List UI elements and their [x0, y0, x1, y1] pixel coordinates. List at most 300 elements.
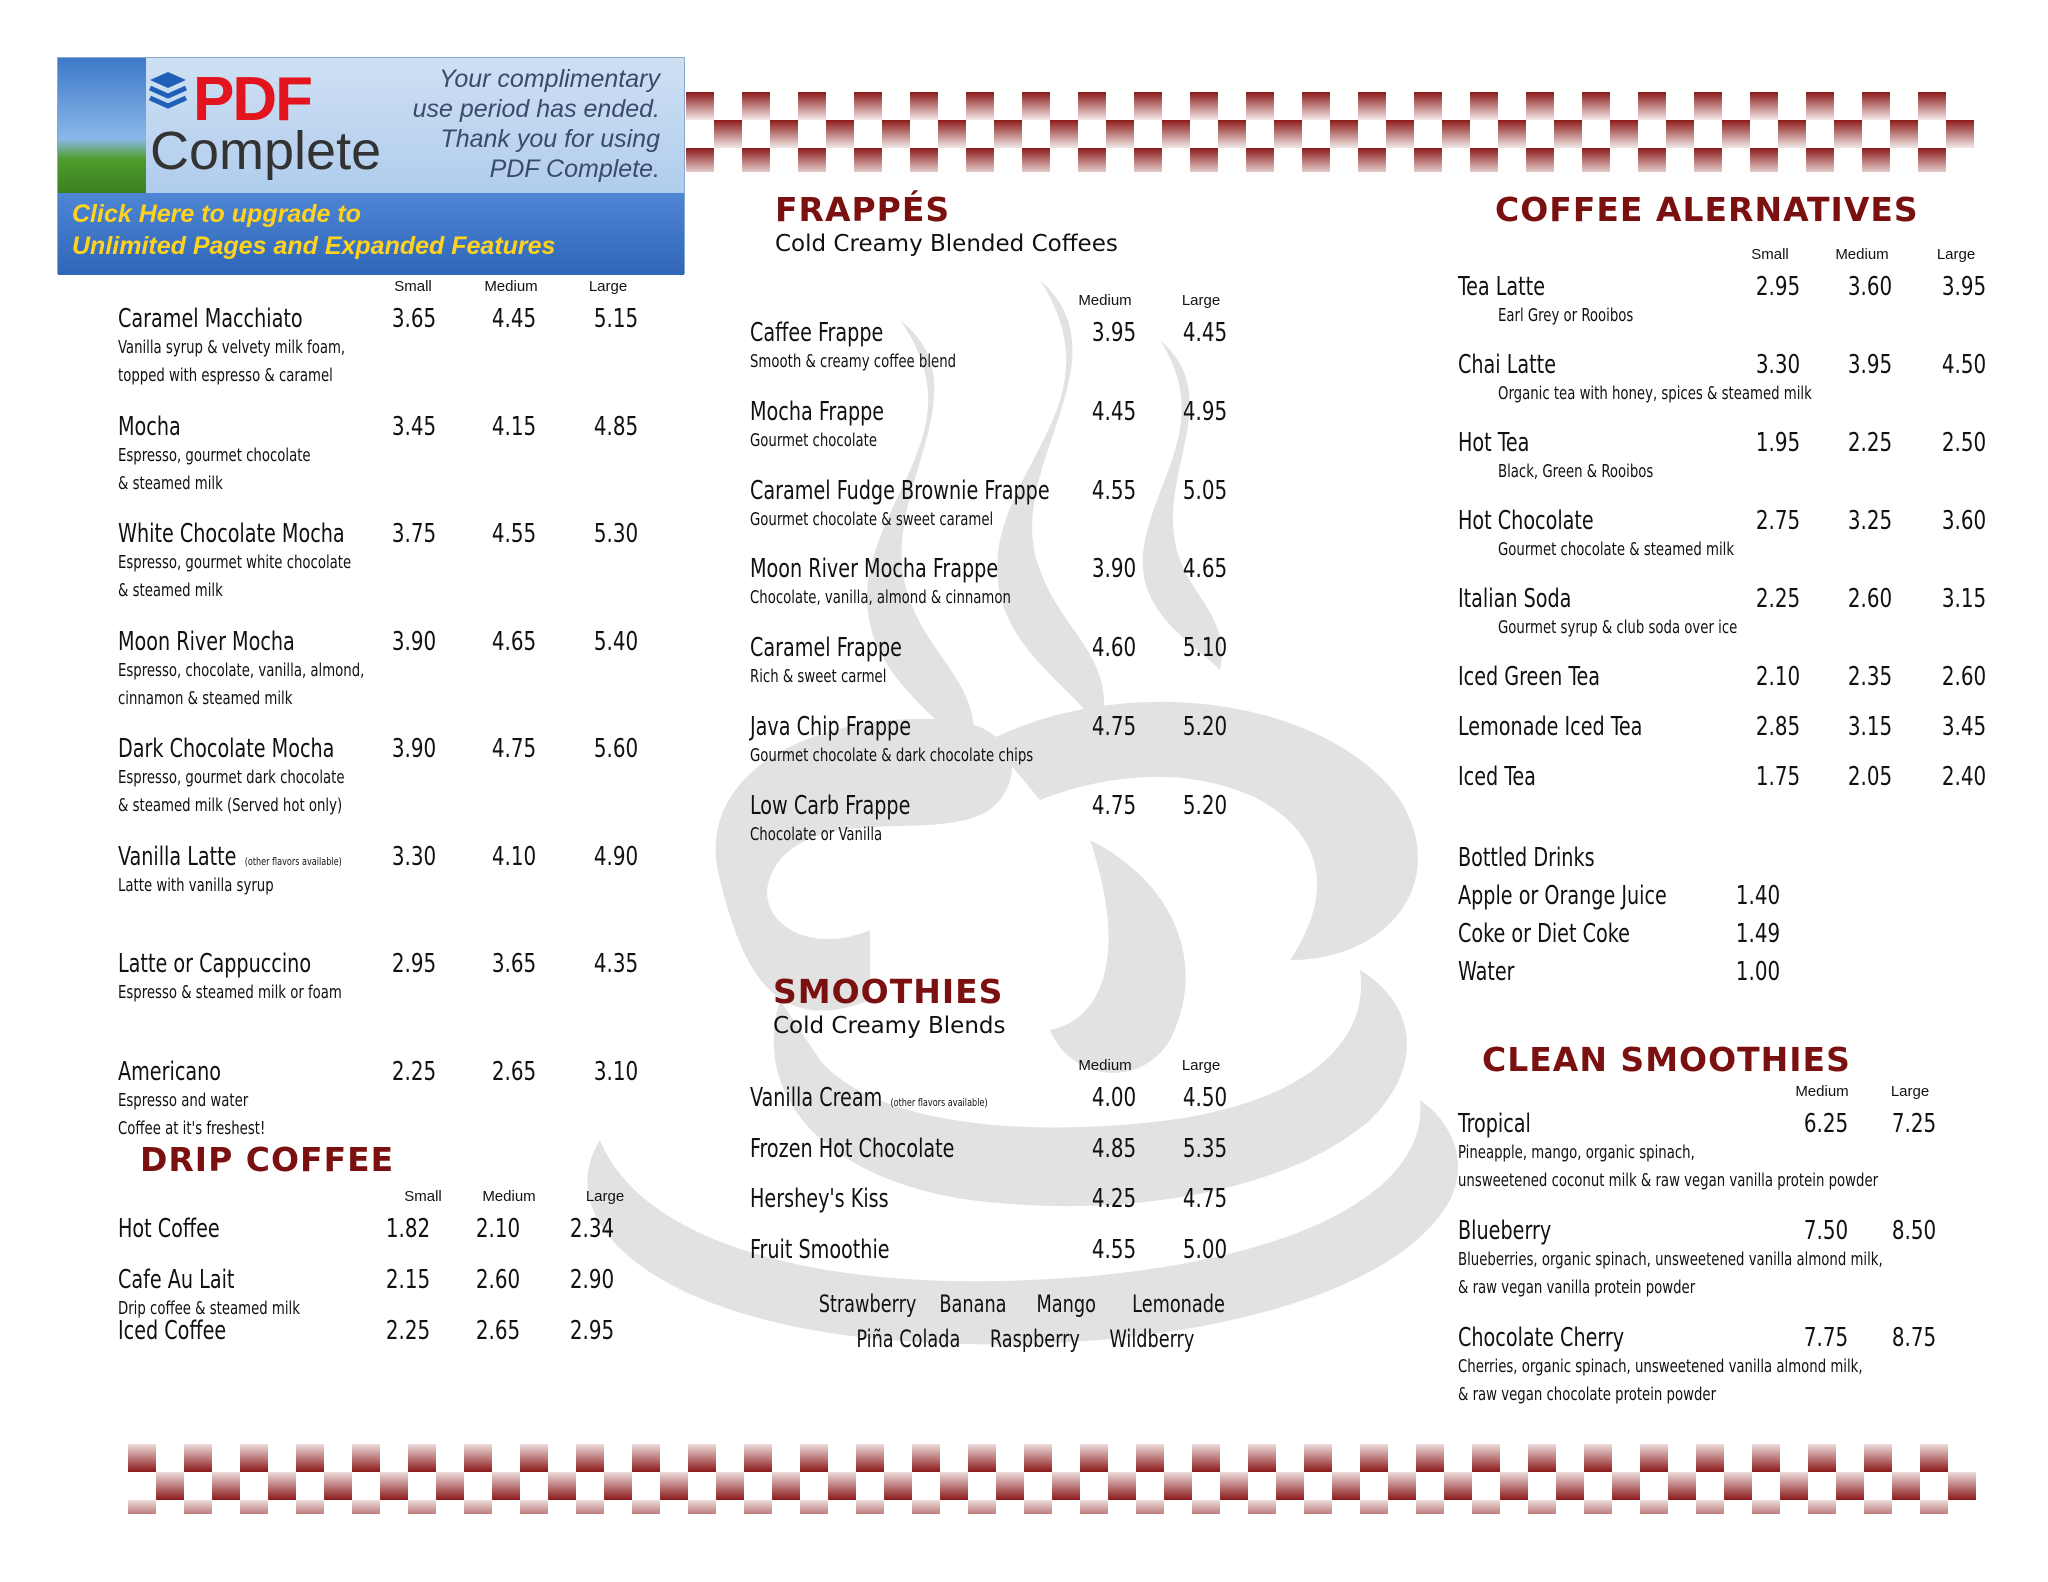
checker-square	[1304, 1444, 1332, 1472]
checker-square	[1190, 92, 1218, 120]
menu-item	[118, 519, 678, 627]
item-price: 2.50	[1941, 428, 1987, 458]
checker-square	[1554, 120, 1582, 148]
menu-item	[750, 712, 1310, 791]
checker-square	[1136, 1500, 1164, 1514]
checker-square	[854, 148, 882, 172]
item-description: Chocolate, vanilla, almond & cinnamon	[750, 587, 1011, 609]
item-name: Hot Tea	[1458, 428, 1530, 458]
checker-square	[1248, 1500, 1276, 1514]
checker-square	[1442, 120, 1470, 148]
menu-item	[118, 304, 678, 412]
checker-square	[1918, 92, 1946, 120]
item-price: 8.50	[1891, 1216, 1937, 1246]
checker-square	[1806, 92, 1834, 120]
item-name: Vanilla Cream (other flavors available)	[750, 1083, 988, 1113]
item-price: 3.30	[1755, 350, 1801, 380]
item-price: 1.95	[1755, 428, 1801, 458]
checker-square	[1752, 1500, 1780, 1514]
clean-smoothies-section	[1482, 1040, 2022, 1079]
checker-square	[1582, 92, 1610, 120]
checker-square	[826, 120, 854, 148]
item-description: Gourmet chocolate & sweet caramel	[750, 508, 994, 530]
item-price: 3.25	[1847, 506, 1893, 536]
checker-square	[1584, 1500, 1612, 1514]
checker-square	[408, 1444, 436, 1472]
size-header: Medium Large	[1795, 1083, 1930, 1100]
checker-square	[1360, 1500, 1388, 1514]
item-name: Caramel Macchiato	[118, 304, 303, 334]
drip-coffee-heading: DRIP COFFEE	[140, 1140, 395, 1179]
item-name: Caramel Fudge Brownie Frappe	[750, 475, 1050, 506]
item-price: 2.95	[569, 1316, 615, 1346]
checker-square	[1472, 1444, 1500, 1472]
frappes-section	[775, 190, 1335, 257]
item-description: & raw vegan vanilla protein powder	[1458, 1277, 1696, 1298]
checker-square	[1638, 92, 1666, 120]
bottled-drinks-section	[1458, 843, 2018, 995]
checker-square	[240, 1500, 268, 1514]
item-price: 5.05	[1182, 475, 1228, 506]
checker-square	[688, 1444, 716, 1472]
item-price: 2.10	[1755, 662, 1801, 692]
checker-square	[1416, 1500, 1444, 1514]
item-description: Drip coffee & steamed milk	[118, 1298, 300, 1319]
checker-square	[1892, 1472, 1920, 1500]
item-price: 4.90	[593, 841, 639, 872]
checker-square	[1526, 148, 1554, 172]
item-price: 4.50	[1182, 1083, 1228, 1113]
checker-square	[1694, 92, 1722, 120]
checker-square	[1276, 1472, 1304, 1500]
item-price: 4.60	[1091, 633, 1137, 664]
checker-square	[828, 1472, 856, 1500]
item-price: 1.82	[385, 1214, 431, 1244]
menu-item	[750, 1235, 1310, 1286]
item-price: 4.65	[491, 626, 537, 657]
checker-square	[1948, 1472, 1976, 1500]
checker-square	[772, 1472, 800, 1500]
item-description: unsweetened coconut milk & raw vegan vanilla protein powder	[1458, 1170, 1879, 1191]
checker-square	[1696, 1500, 1724, 1514]
checker-square	[1834, 120, 1862, 148]
flavor-option: Piña Colada	[856, 1325, 961, 1353]
checker-square	[1078, 148, 1106, 172]
checker-square	[1332, 1472, 1360, 1500]
checker-square	[1358, 148, 1386, 172]
checker-square	[1022, 92, 1050, 120]
menu-item	[750, 554, 1310, 633]
checker-square	[408, 1500, 436, 1514]
smoothies-heading: SMOOTHIES	[773, 972, 1004, 1011]
checker-square	[1108, 1472, 1136, 1500]
item-description: Coffee at it's freshest!	[118, 1117, 266, 1139]
checker-square	[1920, 1500, 1948, 1514]
brand-pdf: PDF	[193, 65, 311, 134]
item-price: 3.90	[1091, 554, 1137, 585]
menu-item	[750, 1134, 1310, 1185]
checker-square	[1752, 1444, 1780, 1472]
checker-square	[1220, 1472, 1248, 1500]
checker-square	[1134, 148, 1162, 172]
checker-square	[240, 1444, 268, 1472]
upgrade-link[interactable]: Click Here to upgrade to Unlimited Pages and Expanded Features	[72, 200, 556, 260]
expired-message: Your complimentary use period has ended. Thank you for using PDF Complete.	[412, 65, 660, 183]
item-name: Hot Chocolate	[1458, 506, 1594, 536]
item-price: 8.75	[1891, 1323, 1937, 1353]
checker-square	[1470, 148, 1498, 172]
item-price: 5.10	[1182, 633, 1228, 664]
menu-item	[1458, 584, 2018, 662]
checker-square	[1808, 1500, 1836, 1514]
frappes-list	[750, 292, 1310, 870]
item-description: Gourmet chocolate & steamed milk	[1498, 539, 1735, 560]
item-price: 4.95	[1182, 396, 1228, 427]
checker-square	[1694, 148, 1722, 172]
frappes-subtitle: Cold Creamy Blended Coffees	[775, 231, 1118, 257]
item-price: 2.90	[569, 1265, 615, 1295]
checker-square	[1722, 120, 1750, 148]
checker-square	[1358, 92, 1386, 120]
checker-square	[716, 1472, 744, 1500]
checker-square	[1836, 1472, 1864, 1500]
item-price: 4.45	[491, 304, 537, 334]
checker-square	[1862, 148, 1890, 172]
item-description: Espresso, gourmet dark chocolate	[118, 767, 345, 788]
item-price: 4.10	[491, 841, 537, 872]
item-price: 4.75	[1091, 790, 1137, 821]
flavor-option: Lemonade	[1132, 1290, 1225, 1318]
checker-square	[770, 120, 798, 148]
item-name: Water	[1458, 957, 1515, 987]
item-price: 2.25	[391, 1056, 437, 1087]
menu-item	[750, 791, 1310, 870]
espresso-section	[118, 278, 678, 1164]
checker-square	[1246, 92, 1274, 120]
item-note: (other flavors available)	[890, 1096, 988, 1109]
item-price: 5.35	[1182, 1133, 1228, 1164]
menu-item	[118, 1214, 678, 1265]
checker-square	[1638, 148, 1666, 172]
pdf-complete-upgrade-banner[interactable]	[57, 57, 685, 274]
checker-square	[184, 1444, 212, 1472]
item-description: Organic tea with honey, spices & steamed milk	[1498, 383, 1812, 404]
item-price: 6.25	[1803, 1109, 1849, 1139]
checker-square	[576, 1500, 604, 1514]
item-description: & steamed milk	[118, 472, 223, 494]
checker-square	[940, 1472, 968, 1500]
item-name: Coke or Diet Coke	[1458, 919, 1630, 949]
checker-square	[1078, 92, 1106, 120]
coffee-alternatives-heading: COFFEE ALERNATIVES	[1495, 190, 1919, 229]
checker-square	[268, 1472, 296, 1500]
checker-square	[1640, 1500, 1668, 1514]
checker-square	[520, 1444, 548, 1472]
checker-square	[1666, 120, 1694, 148]
menu-item	[118, 734, 678, 842]
item-price: 2.85	[1755, 712, 1801, 742]
item-name: Italian Soda	[1458, 584, 1572, 614]
item-name: Iced Green Tea	[1458, 662, 1601, 692]
checker-square	[1472, 1500, 1500, 1514]
item-price: 2.65	[491, 1056, 537, 1087]
item-description: cinnamon & steamed milk	[118, 687, 293, 709]
item-name: Dark Chocolate Mocha	[118, 734, 335, 764]
drip-coffee-section	[140, 1140, 700, 1179]
checker-square	[994, 120, 1022, 148]
item-price: 3.15	[1847, 712, 1893, 742]
coffee-alternatives-section	[1495, 190, 2015, 229]
checker-square	[856, 1500, 884, 1514]
menu-item	[1458, 957, 2018, 995]
checker-square	[576, 1444, 604, 1472]
item-price: 4.45	[1182, 318, 1228, 348]
item-price: 4.65	[1182, 554, 1228, 585]
menu-item	[750, 397, 1310, 476]
item-price: 7.75	[1803, 1323, 1849, 1353]
checker-square	[1470, 92, 1498, 120]
clean-smoothies-list	[1458, 1083, 2018, 1430]
smoothies-subtitle: Cold Creamy Blends	[773, 1013, 1006, 1039]
checker-square	[128, 1444, 156, 1472]
checker-square	[912, 1444, 940, 1472]
item-price: 5.15	[593, 304, 639, 334]
checker-square	[660, 1472, 688, 1500]
checker-square	[492, 1472, 520, 1500]
bottled-drinks-heading: Bottled Drinks	[1458, 843, 1595, 873]
checker-square	[212, 1472, 240, 1500]
menu-item	[1458, 1323, 2018, 1430]
checker-square	[1218, 120, 1246, 148]
checker-square	[1302, 92, 1330, 120]
checker-square	[296, 1500, 324, 1514]
item-description: Gourmet chocolate	[750, 429, 878, 451]
bottom-checker-border	[0, 1444, 2048, 1514]
menu-item	[1458, 762, 2018, 812]
checker-square	[1052, 1472, 1080, 1500]
item-description: Espresso, gourmet white chocolate	[118, 552, 352, 573]
menu-item	[750, 318, 1310, 397]
checker-square	[1612, 1472, 1640, 1500]
item-description: Cherries, organic spinach, unsweetened vanilla almond milk,	[1458, 1356, 1863, 1377]
item-price: 2.95	[391, 949, 437, 979]
item-name: Americano	[118, 1056, 222, 1087]
checker-square	[968, 1444, 996, 1472]
item-price: 3.65	[391, 304, 437, 334]
item-name: Iced Coffee	[118, 1316, 227, 1346]
item-description: topped with espresso & caramel	[118, 365, 333, 386]
menu-item	[118, 1265, 678, 1319]
checker-square	[1640, 1444, 1668, 1472]
checker-square	[1528, 1444, 1556, 1472]
item-price: 2.25	[1847, 428, 1893, 458]
checker-square	[686, 148, 714, 172]
item-description: & steamed milk	[118, 580, 223, 601]
item-price: 1.00	[1735, 957, 1781, 987]
item-description: & raw vegan chocolate protein powder	[1458, 1384, 1717, 1405]
checker-square	[1162, 120, 1190, 148]
checker-square	[1136, 1444, 1164, 1472]
item-description: & steamed milk (Served hot only)	[118, 795, 343, 816]
item-description: Espresso and water	[118, 1089, 249, 1111]
smoothies-section	[773, 972, 1333, 1039]
item-name: White Chocolate Mocha	[118, 519, 345, 549]
checker-square	[1890, 120, 1918, 148]
menu-item	[1458, 428, 2018, 506]
item-name: Iced Tea	[1458, 762, 1536, 792]
checker-square	[1862, 92, 1890, 120]
item-price: 4.75	[1091, 711, 1137, 742]
item-name: Hot Coffee	[118, 1214, 220, 1244]
item-name: Tropical	[1458, 1109, 1531, 1139]
item-price: 1.75	[1755, 762, 1801, 792]
item-price: 3.75	[391, 519, 437, 549]
item-price: 4.00	[1091, 1083, 1137, 1113]
checker-square	[1024, 1500, 1052, 1514]
item-price: 4.15	[491, 411, 537, 442]
banner-image	[58, 58, 146, 193]
checker-square	[1050, 120, 1078, 148]
size-header: Medium Large	[1078, 1057, 1221, 1074]
item-description: Rich & sweet carmel	[750, 666, 887, 688]
menu-item	[1458, 662, 2018, 712]
checker-square	[1302, 148, 1330, 172]
checker-square	[1414, 148, 1442, 172]
item-name: Caffee Frappe	[750, 318, 884, 348]
item-price: 3.65	[491, 949, 537, 979]
checker-square	[464, 1500, 492, 1514]
item-name: Java Chip Frappe	[750, 711, 912, 742]
item-price: 2.60	[1941, 662, 1987, 692]
item-price: 3.15	[1941, 584, 1987, 614]
item-price: 1.49	[1735, 919, 1781, 949]
checker-square	[910, 148, 938, 172]
checker-square	[464, 1444, 492, 1472]
checker-square	[184, 1500, 212, 1514]
checker-square	[1528, 1500, 1556, 1514]
item-description: Earl Grey or Rooibos	[1498, 305, 1634, 326]
item-price: 4.45	[1091, 396, 1137, 427]
menu-item	[118, 949, 678, 1057]
size-header: Small Medium Large	[1751, 246, 1976, 263]
item-price: 4.75	[1182, 1184, 1228, 1214]
checker-square	[1584, 1444, 1612, 1472]
item-price: 4.35	[593, 949, 639, 979]
item-name: Lemonade Iced Tea	[1458, 712, 1643, 742]
item-price: 2.40	[1941, 762, 1987, 792]
checker-square	[1778, 120, 1806, 148]
item-name: Latte or Cappuccino	[118, 949, 312, 979]
checker-square	[1806, 148, 1834, 172]
checker-square	[1388, 1472, 1416, 1500]
menu-item	[1458, 506, 2018, 584]
size-header: Small Medium Large	[404, 1188, 625, 1205]
checker-square	[436, 1472, 464, 1500]
item-price: 2.05	[1847, 762, 1893, 792]
flavor-option: Mango	[1036, 1290, 1096, 1318]
checker-square	[966, 148, 994, 172]
item-price: 5.20	[1182, 790, 1228, 821]
item-description: Pineapple, mango, organic spinach,	[1458, 1142, 1695, 1163]
clean-smoothies-heading: CLEAN SMOOTHIES	[1482, 1040, 1851, 1079]
checker-square	[1246, 148, 1274, 172]
checker-square	[1724, 1472, 1752, 1500]
checker-square	[688, 1500, 716, 1514]
item-price: 3.90	[391, 626, 437, 657]
item-price: 2.25	[1755, 584, 1801, 614]
checker-square	[744, 1500, 772, 1514]
menu-item	[1458, 272, 2018, 350]
item-name: Frozen Hot Chocolate	[750, 1133, 955, 1164]
menu-item	[118, 1316, 678, 1367]
smoothies-list	[750, 1057, 1310, 1285]
item-note: (other flavors available)	[244, 854, 342, 868]
item-name: Hershey's Kiss	[750, 1184, 889, 1214]
checker-square	[938, 120, 966, 148]
checker-square	[548, 1472, 576, 1500]
menu-item	[750, 476, 1310, 555]
item-price: 4.55	[491, 519, 537, 549]
brand-complete: Complete	[150, 121, 382, 181]
drip-coffee-list	[118, 1188, 678, 1367]
checker-square	[1864, 1500, 1892, 1514]
checker-square	[1024, 1444, 1052, 1472]
checker-square	[856, 1444, 884, 1472]
item-price: 3.90	[391, 734, 437, 764]
item-name: Vanilla Latte (other flavors available)	[118, 841, 342, 872]
checker-square	[1498, 120, 1526, 148]
item-price: 2.15	[385, 1265, 431, 1295]
checker-square	[1864, 1444, 1892, 1472]
checker-square	[324, 1472, 352, 1500]
item-name: Chai Latte	[1458, 350, 1557, 380]
checker-square	[352, 1500, 380, 1514]
menu-item	[1458, 881, 2018, 919]
item-description: Black, Green & Rooibos	[1498, 461, 1654, 482]
item-price: 4.55	[1091, 475, 1137, 506]
item-description: Vanilla syrup & velvety milk foam,	[118, 337, 346, 358]
checker-square	[632, 1444, 660, 1472]
checker-square	[604, 1472, 632, 1500]
checker-square	[1080, 1444, 1108, 1472]
item-price: 5.00	[1182, 1234, 1228, 1265]
checker-square	[632, 1500, 660, 1514]
checker-square	[744, 1444, 772, 1472]
checker-square	[1416, 1444, 1444, 1472]
item-description: Gourmet chocolate & dark chocolate chips	[750, 744, 1034, 766]
checker-square	[1696, 1444, 1724, 1472]
checker-square	[968, 1500, 996, 1514]
item-price: 3.30	[391, 841, 437, 872]
checker-square	[1106, 120, 1134, 148]
checker-square	[686, 92, 714, 120]
menu-item	[118, 842, 678, 950]
item-name: Cafe Au Lait	[118, 1265, 235, 1295]
item-price: 2.34	[569, 1214, 615, 1244]
checker-square	[296, 1444, 324, 1472]
item-price: 3.45	[391, 411, 437, 442]
item-price: 4.55	[1091, 1234, 1137, 1265]
checker-square	[1164, 1472, 1192, 1500]
checker-square	[884, 1472, 912, 1500]
item-name: Moon River Mocha Frappe	[750, 554, 999, 585]
checker-square	[1192, 1444, 1220, 1472]
checker-square	[910, 92, 938, 120]
checker-square	[1750, 92, 1778, 120]
item-description: Latte with vanilla syrup	[118, 874, 274, 896]
item-name: Low Carb Frappe	[750, 790, 911, 821]
item-price: 2.75	[1755, 506, 1801, 536]
